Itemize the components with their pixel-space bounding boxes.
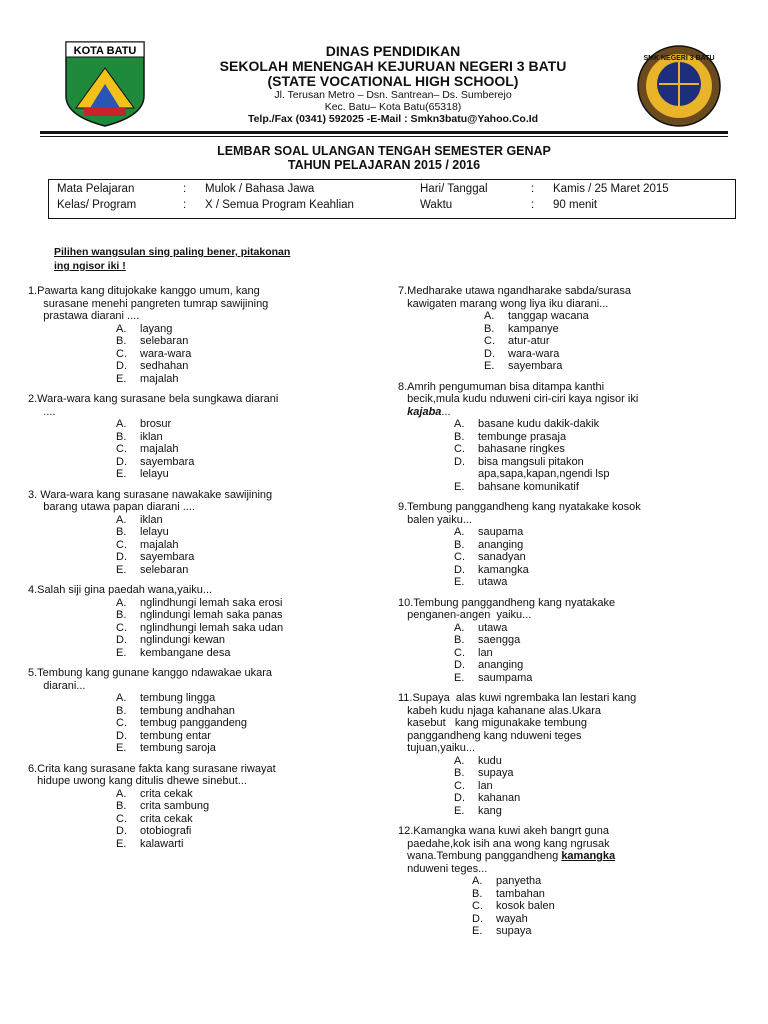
class-label: Kelas/ Program [57,199,137,211]
option-letter: D. [116,455,127,468]
option-text: supaya [478,767,514,779]
address-line-2: Kec. Batu– Kota Batu(65318) [324,101,462,113]
option-text: lan [478,779,493,792]
option-text: brosur [140,418,172,430]
answer-option [28,597,368,610]
smkn3-batu-logo [636,44,722,128]
answer-option [28,838,368,851]
option-text: iklan [140,430,163,443]
class-value: X / Semua Program Keahlian [205,199,354,211]
option-letter: B. [454,538,465,551]
option-text: otobiografi [140,825,192,837]
question-text-line: hidupe uwong kang ditulis dhewe sinebut... [28,775,247,787]
option-letter: B. [116,800,127,812]
option-text: bahsane komunikatif [478,480,579,493]
letterhead [0,40,768,130]
answer-option [398,767,738,780]
subject-label: Mata Pelajaran [57,183,135,195]
option-letter: C. [454,443,465,455]
option-text: layang [140,322,173,335]
question-text-line: 1.Pawarta kang ditujokake kanggo umum, kang [28,285,260,297]
answer-option [398,647,738,660]
answer-option [398,323,738,336]
option-letter: E. [116,742,127,754]
option-letter: C. [454,779,465,792]
answer-option [398,805,738,818]
question-text-line: kabeh kudu njaga kahanane alas.Ukara [398,704,602,717]
option-letter: D. [116,825,127,837]
option-text: kampanye [508,322,559,335]
option-letter: D. [116,729,127,742]
day-value: Kamis / 25 Maret 2015 [553,183,669,195]
answer-option [28,813,368,826]
option-text: majalah [140,538,179,551]
exam-year: TAHUN PELAJARAN 2015 / 2016 [287,158,481,172]
option-text: kosok balen [496,900,555,912]
answer-option [398,755,738,768]
school-name: SEKOLAH MENENGAH KEJURUAN NEGERI 3 BATU [219,58,567,74]
answer-option [28,609,368,622]
question-text-line: 10.Tembung panggandheng kang nyatakake [398,596,616,609]
school-name-english: (STATE VOCATIONAL HIGH SCHOOL) [267,73,519,89]
answer-option [28,348,368,361]
day-colon: : [531,183,535,195]
answer-option [398,659,738,672]
instruction-line-1: Pilihen wangsulan sing paling bener, pitakonan [54,246,291,258]
option-text: bahasane ringkes [478,443,565,455]
option-letter: A. [454,621,465,634]
answer-option [398,526,738,539]
time-colon: : [531,199,535,211]
exam-title: LEMBAR SOAL ULANGAN TENGAH SEMESTER GENAP [217,144,551,158]
question-text-line: kajaba... [407,405,451,418]
option-text: kudu [478,754,502,767]
option-text: utawa [478,576,508,588]
option-letter: B. [116,335,127,347]
option-letter: B. [454,634,465,646]
option-letter: E. [116,646,127,659]
option-letter: A. [454,526,465,538]
answer-option [28,825,368,838]
option-letter: B. [116,609,127,621]
option-letter: B. [454,767,465,779]
answer-option [398,360,738,373]
question-text-line: .... [28,405,56,418]
question-text-line: nduweni teges... [398,862,488,875]
answer-option [398,443,738,456]
question [398,381,738,494]
option-letter: C. [472,900,483,912]
answer-option [398,468,738,481]
answer-option [398,551,738,564]
option-text: lan [478,646,493,659]
emphasized-word: kamangka [561,850,616,862]
option-letter: A. [116,692,127,704]
option-letter: A. [116,787,127,800]
option-text: wara-wara [140,347,192,360]
option-letter: C. [116,347,127,360]
question-text-line: becik,mula kudu nduweni ciri-ciri kaya ngisor iki [398,393,639,405]
answer-option [398,456,738,469]
question [28,393,368,481]
answer-option [398,634,738,647]
answer-option [28,443,368,456]
option-text: selebaran [140,335,189,347]
option-letter: E. [116,837,127,850]
option-letter: C. [454,646,465,659]
option-letter: A. [472,875,483,887]
answer-option [28,323,368,336]
question [28,489,368,577]
office-name: DINAS PENDIDIKAN [325,43,461,59]
time-label: Waktu [420,199,453,211]
option-text: tembung lingga [140,692,216,704]
option-letter: C. [116,538,127,551]
answer-option [28,800,368,813]
question-text-line: 11.Supaya alas kuwi ngrembaka lan lestari kang [398,692,637,704]
letterhead-text [160,44,626,125]
option-text: nglindhungi lemah saka udan [140,621,284,634]
option-letter: A. [116,322,127,335]
answer-option [398,913,738,926]
option-text: lelayu [140,468,169,480]
answer-option [28,622,368,635]
option-letter: B. [116,430,127,443]
question-text-line: surasane menehi pangreten tumrap sawijining [28,297,269,310]
emphasized-word: kajaba [407,405,442,418]
option-letter: D. [484,347,495,360]
option-letter: D. [454,455,465,468]
class-colon: : [183,199,187,211]
answer-option [398,672,738,685]
answer-option [28,373,368,386]
question-text-line: penganen-angen yaiku... [398,609,532,621]
option-letter: D. [454,563,465,576]
address-line-1: Jl. Terusan Metro – Dsn. Santrean– Ds. Sumberejo [274,89,512,101]
option-text: ananging [478,538,524,551]
question-text-line: wana.Tembung panggandheng kamangka [398,850,616,862]
option-text: nglindungi lemah saka panas [140,609,283,621]
option-letter: D. [116,551,127,563]
question-text-line: kasebut kang migunakake tembung [398,717,587,729]
smkn3-batu-logo-text: SMK NEGERI 3 BATU [643,55,715,62]
option-text: crita cekak [140,812,193,825]
question-text-line: balen yaiku... [398,513,472,526]
answer-option [398,888,738,901]
question-text-line: barang utawa papan diarani .... [28,501,195,513]
question [28,763,368,851]
option-text: bisa mangsuli pitakon [478,455,584,468]
answer-option [28,418,368,431]
option-text: nglindungi kewan [140,634,226,646]
answer-option [398,481,738,494]
answer-option [28,431,368,444]
question-text-line: 9.Tembung panggandheng kang nyatakake kosok [398,501,641,513]
option-letter: D. [116,634,127,646]
question-text-line: prastawa diarani .... [28,310,140,322]
answer-option [398,348,738,361]
answer-option [28,788,368,801]
answer-option [28,564,368,577]
answer-option [28,539,368,552]
option-letter: A. [116,513,127,526]
option-text: iklan [140,513,163,526]
option-text: panyetha [496,875,542,887]
option-text: tembung saroja [140,742,216,754]
option-letter: B. [472,887,483,900]
answer-option [398,900,738,913]
option-letter: B. [454,430,465,443]
answer-option [28,514,368,527]
question-text-line: 6.Crita kang surasane fakta kang surasane riwayat [28,762,276,775]
option-letter: D. [454,659,465,671]
question-text-line: 5.Tembung kang gunane kanggo ndawakae ukara [28,667,273,679]
option-text: basane kudu dakik-dakik [478,418,600,430]
question-text-line: paedahe,kok isih ana wong kang ngrusak [398,837,610,850]
day-label: Hari/ Tanggal [420,183,488,195]
question [28,667,368,755]
option-text: ananging [478,659,524,671]
option-letter: A. [454,754,465,767]
option-letter: C. [116,717,127,729]
instruction [54,245,334,273]
option-letter: E. [454,576,465,588]
answer-option [28,692,368,705]
option-letter: C. [116,443,127,455]
option-letter: E. [454,480,465,493]
header-rule-thick [40,131,728,134]
answer-option [398,792,738,805]
answer-option [28,526,368,539]
right-column [398,285,738,946]
option-text: majalah [140,443,179,455]
question [398,285,738,373]
option-text: majalah [140,372,179,385]
answer-option [28,717,368,730]
option-text: wayah [496,912,528,925]
option-text: saupama [478,526,524,538]
option-letter: D. [454,792,465,804]
option-text: wara-wara [508,347,560,360]
option-text: tembung andhahan [140,704,235,717]
option-text: utawa [478,621,508,634]
question-text-line: panggandheng kang nduweni teges [398,729,582,742]
instruction-line-2: ing ngisor iki ! [54,260,126,272]
option-text: tembunge prasaja [478,430,567,443]
option-text: saengga [478,634,521,646]
answer-option [28,647,368,660]
answer-option [398,875,738,888]
option-letter: E. [454,804,465,817]
left-column [28,285,368,858]
option-letter: E. [116,372,127,385]
option-letter: B. [484,322,495,335]
question-text-line: 2.Wara-wara kang surasane bela sungkawa diarani [28,393,279,405]
answer-option [28,456,368,469]
kota-batu-logo [62,40,148,128]
option-text: tembung entar [140,729,211,742]
answer-option [28,360,368,373]
option-letter: D. [116,360,127,372]
answer-option [28,730,368,743]
option-letter: A. [116,596,127,609]
answer-option [398,310,738,323]
option-letter: B. [116,704,127,717]
question-text-line: 7.Medharake utawa ngandharake sabda/surasa [398,285,631,297]
question [28,584,368,659]
option-text: kang [478,804,502,817]
time-value: 90 menit [553,199,598,211]
question-text-line: tujuan,yaiku... [398,742,476,754]
header-rule-thin [40,136,728,137]
option-letter: C. [484,335,495,347]
question-text-line: 4.Salah siji gina paedah wana,yaiku... [28,584,213,596]
question [398,825,738,938]
option-letter: A. [484,310,495,322]
answer-option [398,622,738,635]
option-letter: E. [454,671,465,684]
question-text-line: 12.Kamangka wana kuwi akeh bangrt guna [398,825,609,837]
option-letter: A. [454,418,465,430]
option-letter: E. [116,468,127,480]
option-text: saumpama [478,671,533,684]
answer-option [28,551,368,564]
option-text: tembug panggandeng [140,717,248,729]
answer-option [398,780,738,793]
question [398,597,738,685]
question-text-line: kawigaten marang wong liya iku diarani... [398,297,609,310]
option-letter: D. [472,912,483,925]
question-text-line: 8.Amrih pengumuman bisa ditampa kanthi [398,380,605,393]
option-letter: B. [116,526,127,538]
answer-option [398,431,738,444]
option-text: kalawarti [140,837,184,850]
option-text: kembangane desa [140,646,231,659]
option-text: tanggap wacana [508,310,589,322]
option-letter: A. [116,418,127,430]
option-text: crita cekak [140,787,193,800]
option-text: sayembara [140,551,195,563]
answer-option [28,742,368,755]
option-letter: E. [484,360,495,372]
option-text: sanadyan [478,551,526,563]
question-text-line: 3. Wara-wara kang surasane nawakake sawijining [28,488,273,501]
option-text: tambahan [496,887,545,900]
option-letter: E. [472,925,483,937]
option-text: selebaran [140,563,189,576]
option-text: atur-atur [508,335,550,347]
kota-batu-logo-text: KOTA BATU [73,45,137,57]
option-letter: C. [116,812,127,825]
option-text: crita sambung [140,800,210,812]
option-text: sayembara [140,455,195,468]
exam-info-box [48,179,736,219]
answer-option [28,705,368,718]
answer-option [28,335,368,348]
question [28,285,368,385]
question-text-line: diarani... [28,679,86,692]
option-text: nglindhungi lemah saka erosi [140,596,283,609]
answer-option [398,564,738,577]
answer-option [398,539,738,552]
exam-title-block [0,144,768,172]
answer-option [398,335,738,348]
answer-option [398,925,738,938]
option-text: sedhahan [140,360,189,372]
option-letter: C. [454,551,465,563]
option-letter: E. [116,563,127,576]
question [398,692,738,817]
option-letter: C. [116,621,127,634]
contact-line: Telp./Fax (0341) 592025 -E-Mail : Smkn3batu@Yahoo.Co.Id [247,113,539,125]
subject-colon: : [183,183,187,195]
answer-option [398,576,738,589]
answer-option [398,418,738,431]
option-text: kamangka [478,563,529,576]
answer-option [28,468,368,481]
question [398,501,738,589]
option-text: apa,sapa,kapan,ngendi lsp [478,468,610,480]
option-text: kahanan [478,792,521,804]
option-text: lelayu [140,526,169,538]
answer-option [28,634,368,647]
option-text: supaya [496,925,532,937]
option-text: sayembara [508,360,563,372]
subject-value: Mulok / Bahasa Jawa [205,183,315,195]
